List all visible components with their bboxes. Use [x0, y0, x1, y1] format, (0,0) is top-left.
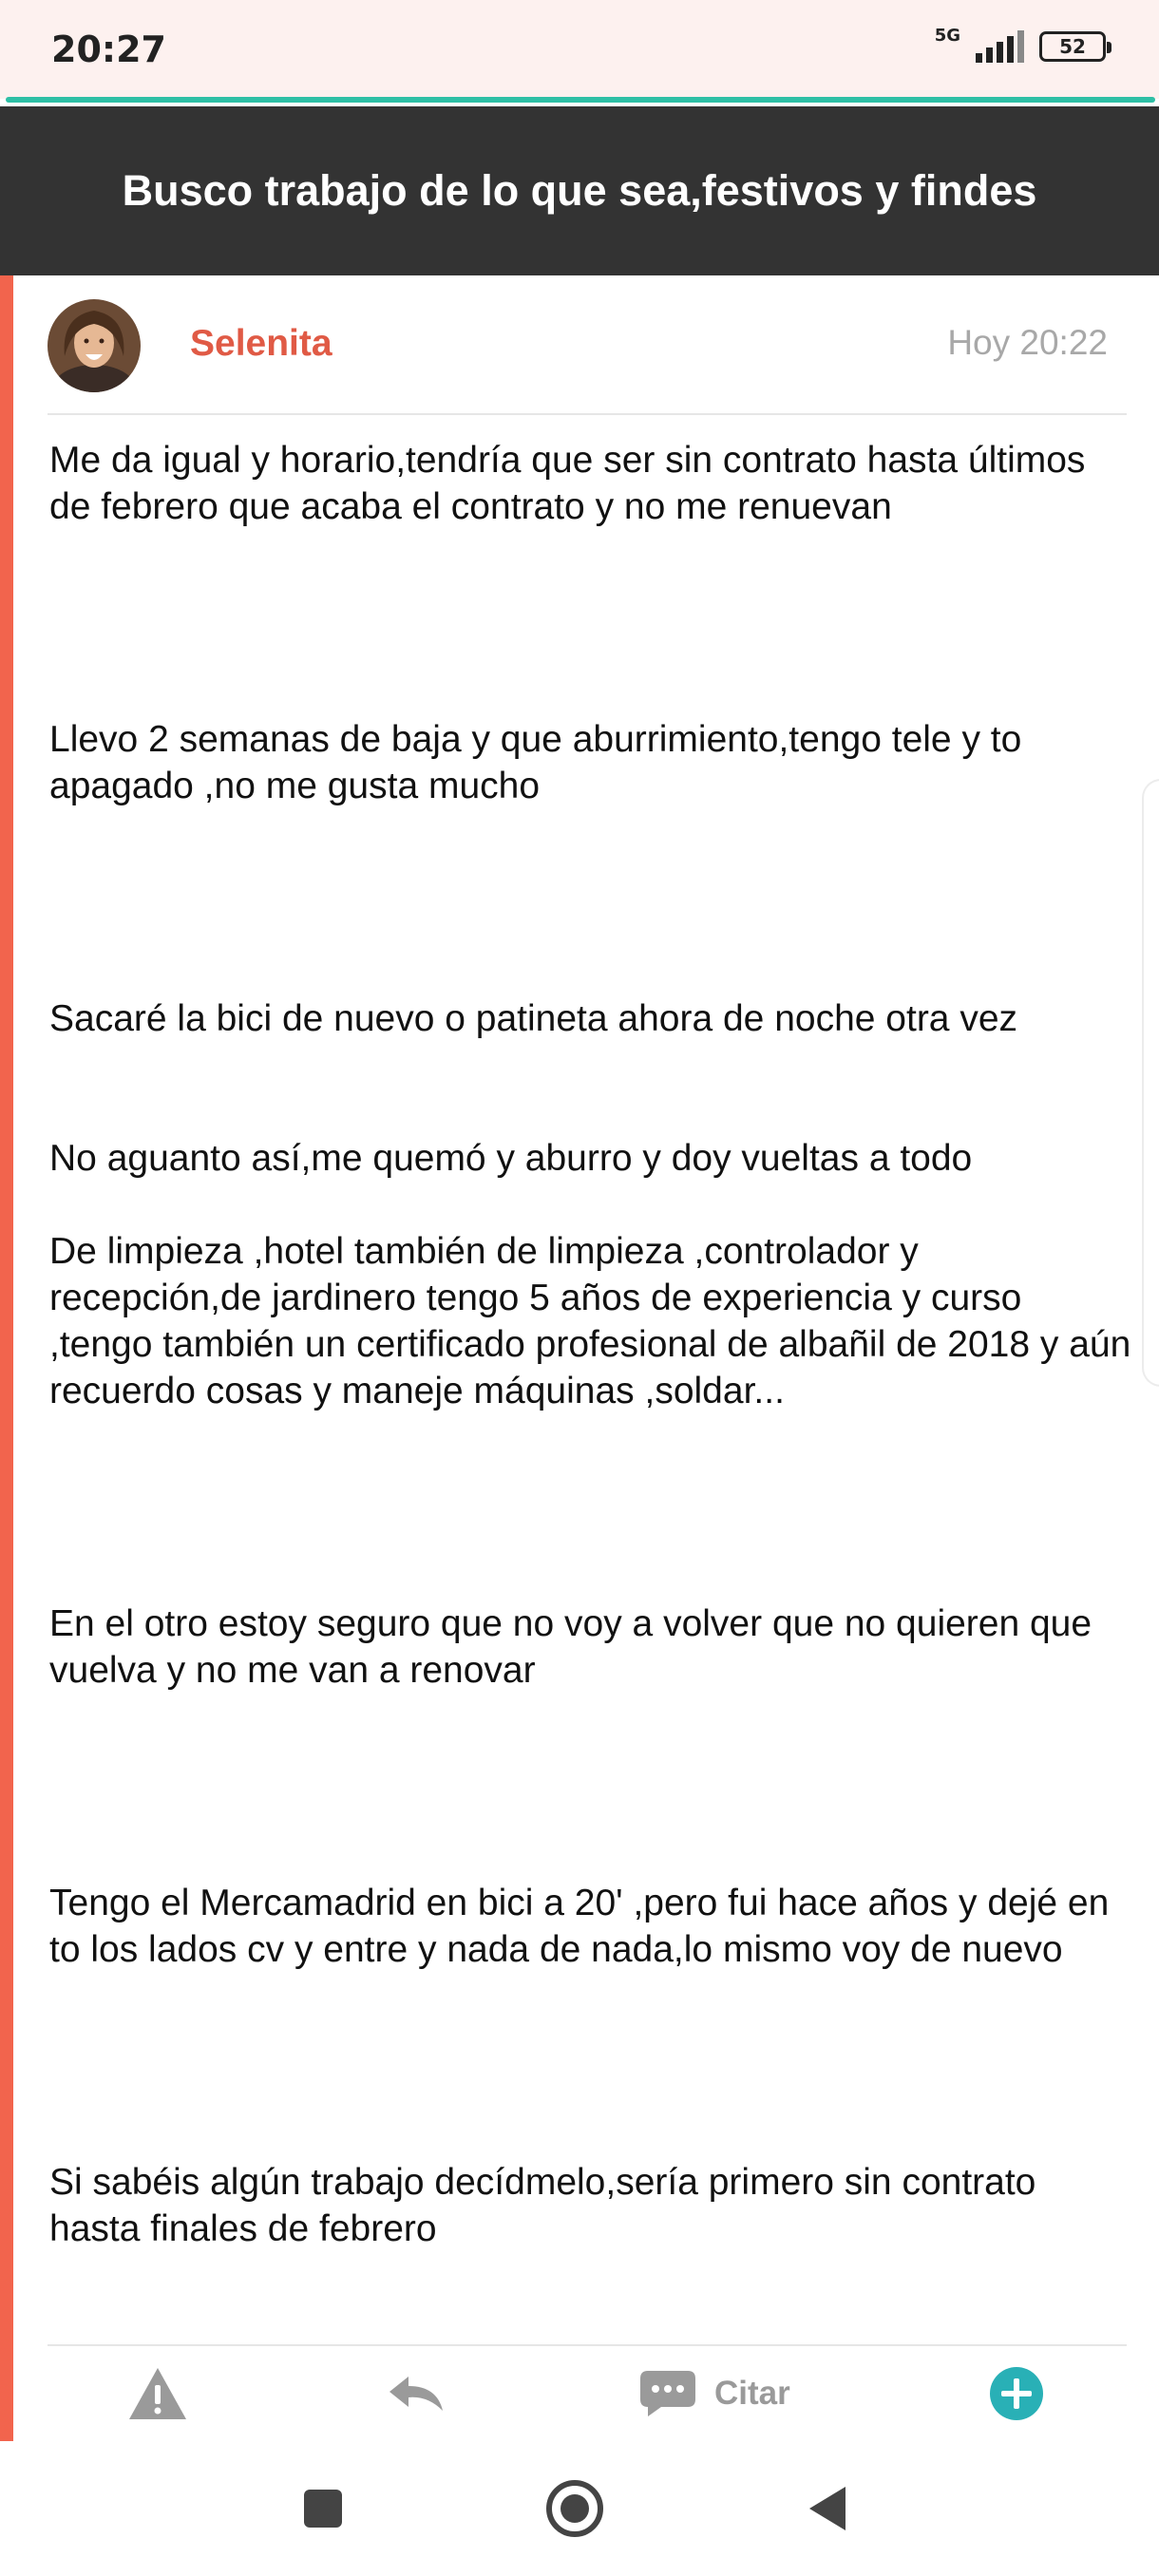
battery-icon	[1039, 31, 1106, 62]
message-paragraph: De limpieza ,hotel también de limpieza ,controlador y recepción,de jardinero tengo 5 años de experiencia y curso ,tengo también un certificado profesional de albañil de 2018 y aún recuerdo cosas y maneje máquinas ,soldar...	[49, 1231, 1142, 1411]
status-indicators	[934, 25, 1106, 63]
message-paragraph: Sacaré la bici de nuevo o patineta ahora de noche otra vez	[49, 998, 1018, 1039]
post-accent-bar	[0, 275, 13, 2441]
post-action-bar	[13, 2346, 1159, 2441]
network-type: 5G	[934, 25, 960, 46]
add-button[interactable]	[988, 2346, 1045, 2441]
status-bar	[0, 0, 1159, 99]
recent-apps-button[interactable]	[302, 2441, 344, 2576]
battery-level: 52	[1059, 35, 1086, 58]
message-paragraph: No aguanto así,me quemó y aburro y doy vueltas a todo	[49, 1138, 973, 1179]
back-triangle-icon	[806, 2485, 847, 2532]
plus-circle-icon	[988, 2365, 1045, 2422]
square-icon	[302, 2488, 344, 2529]
home-button[interactable]	[545, 2441, 604, 2576]
system-nav-bar	[0, 2441, 1159, 2576]
post-author[interactable]: Selenita	[190, 323, 332, 364]
warning-icon	[127, 2366, 188, 2421]
post-content	[0, 275, 1159, 2441]
message-paragraph: Tengo el Mercamadrid en bici a 20' ,pero fui hace años y dejé en to los lados cv y entre y nada de nada,lo mismo voy de nuevo	[49, 1883, 1120, 1970]
header-divider	[48, 413, 1127, 415]
post-message	[49, 437, 1142, 2252]
avatar[interactable]	[48, 299, 141, 392]
quote-label: Citar	[714, 2375, 790, 2412]
chat-bubble-icon	[638, 2369, 697, 2418]
status-time: 20:27	[51, 28, 166, 70]
quote-button[interactable]	[638, 2346, 790, 2441]
report-button[interactable]	[127, 2346, 188, 2441]
home-circle-icon	[545, 2479, 604, 2538]
progress-line	[6, 97, 1155, 103]
thread-title-bar	[0, 106, 1159, 275]
message-paragraph: En el otro estoy seguro que no voy a volver que no quieren que vuelva y no me van a renovar	[49, 1603, 1102, 1691]
message-paragraph: Si sabéis algún trabajo decídmelo,sería primero sin contrato hasta finales de febrero	[49, 2162, 1047, 2249]
back-button[interactable]	[806, 2441, 847, 2576]
post-timestamp: Hoy 20:22	[947, 323, 1108, 362]
message-paragraph: Me da igual y horario,tendría que ser sin contrato hasta últimos de febrero que acaba el contrato y no me renuevan	[49, 440, 1096, 527]
side-panel-handle[interactable]	[1142, 779, 1159, 1387]
message-paragraph: Llevo 2 semanas de baja y que aburrimiento,tengo tele y to apagado ,no me gusta mucho	[49, 719, 1033, 806]
reply-icon	[386, 2373, 446, 2415]
signal-icon	[976, 30, 1024, 63]
reply-button[interactable]	[386, 2346, 446, 2441]
thread-title: Busco trabajo de lo que sea,festivos y findes	[122, 166, 1037, 215]
